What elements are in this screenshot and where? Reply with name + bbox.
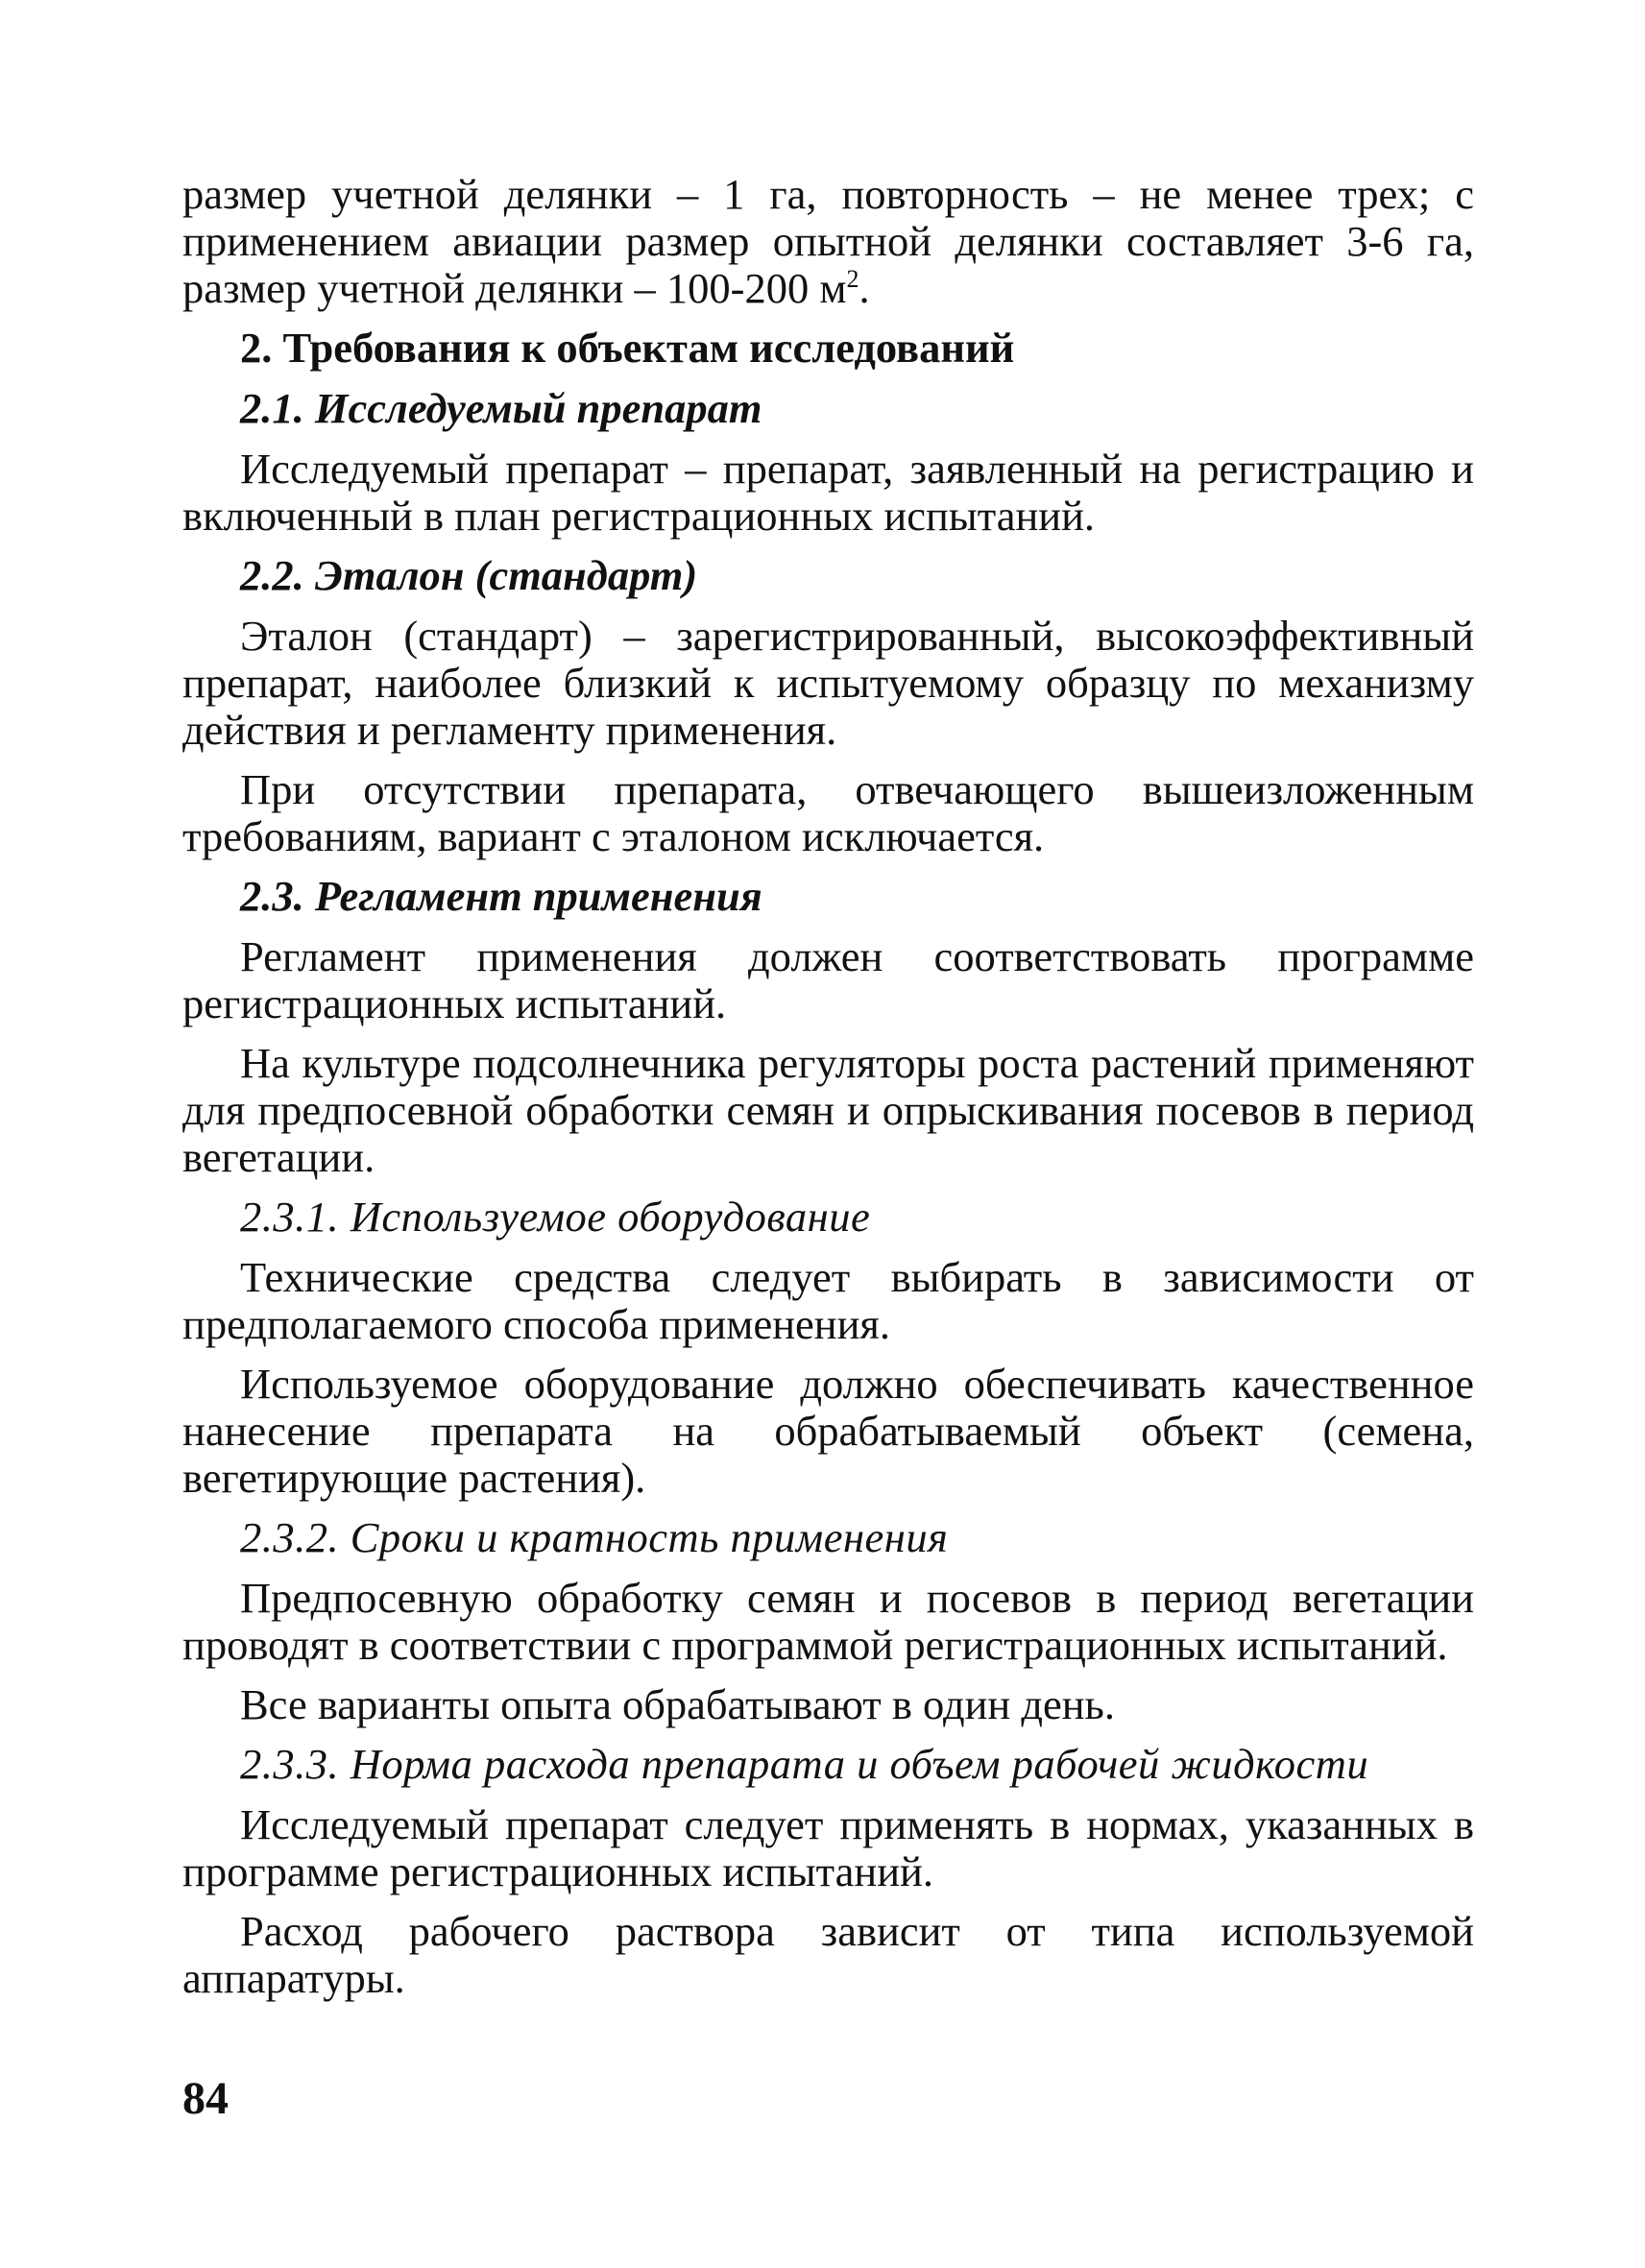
section-2-3-1-paragraph-1: Технические средства следует выбирать в зависимости от предполагаемого способа применения. [182, 1253, 1474, 1348]
section-2-3-heading: 2.3. Регламент применения [240, 872, 762, 920]
section-2-3-2-paragraph-1: Предпосевную обработку семян и посевов в период вегетации проводят в соответствии с программой регистрационных испытаний. [182, 1574, 1474, 1669]
superscript-2: 2 [846, 265, 859, 294]
section-2-3-paragraph-1: Регламент применения должен соответствовать программе регистрационных испытаний. [182, 932, 1474, 1027]
page-number: 84 [182, 2073, 229, 2124]
section-2-3-1-paragraph-2: Используемое оборудование должно обеспечивать качественное нанесение препарата на обрабатываемый объект (семена, вегетирующие растения). [182, 1360, 1474, 1502]
section-2-3-1-heading: 2.3.1. Используемое оборудование [240, 1193, 871, 1241]
section-2-2-paragraph-2: При отсутствии препарата, отвечающего вышеизложенным требованиям, вариант с эталоном исключается. [182, 765, 1474, 860]
section-2-3-3-paragraph-2: Расход рабочего раствора зависит от типа используемой аппаратуры. [182, 1907, 1474, 2002]
intro-text: размер учетной делянки – 1 га, повторность – не менее трех; с применением авиации размер опытной делянки составляет 3-6 га, размер учетной делянки – 100-200 м [182, 170, 1474, 312]
intro-paragraph [182, 171, 1474, 312]
section-2-1-heading: 2.1. Исследуемый препарат [240, 384, 762, 432]
document-page [182, 171, 1474, 2015]
section-2-1-paragraph-1: Исследуемый препарат – препарат, заявленный на регистрацию и включенный в план регистрационных испытаний. [182, 445, 1474, 540]
section-2-3-2-paragraph-2: Все варианты опыта обрабатывают в один день. [240, 1680, 1115, 1728]
intro-tail: . [859, 264, 870, 312]
section-2-2-heading: 2.2. Эталон (стандарт) [240, 551, 698, 599]
section-2-3-paragraph-2: На культуре подсолнечника регуляторы роста растений применяют для предпосевной обработки семян и опрыскивания посевов в период вегетации. [182, 1039, 1474, 1181]
section-2-heading: 2. Требования к объектам исследований [240, 324, 1015, 372]
section-2-3-3-heading: 2.3.3. Норма расхода препарата и объем рабочей жидкости [240, 1740, 1369, 1788]
section-2-3-2-heading: 2.3.2. Сроки и кратность применения [240, 1513, 949, 1561]
section-2-3-3-paragraph-1: Исследуемый препарат следует применять в нормах, указанных в программе регистрационных испытаний. [182, 1800, 1474, 1895]
section-2-2-paragraph-1: Эталон (стандарт) – зарегистрированный, высокоэффективный препарат, наиболее близкий к испытуемому образцу по механизму действия и регламенту применения. [182, 612, 1474, 754]
